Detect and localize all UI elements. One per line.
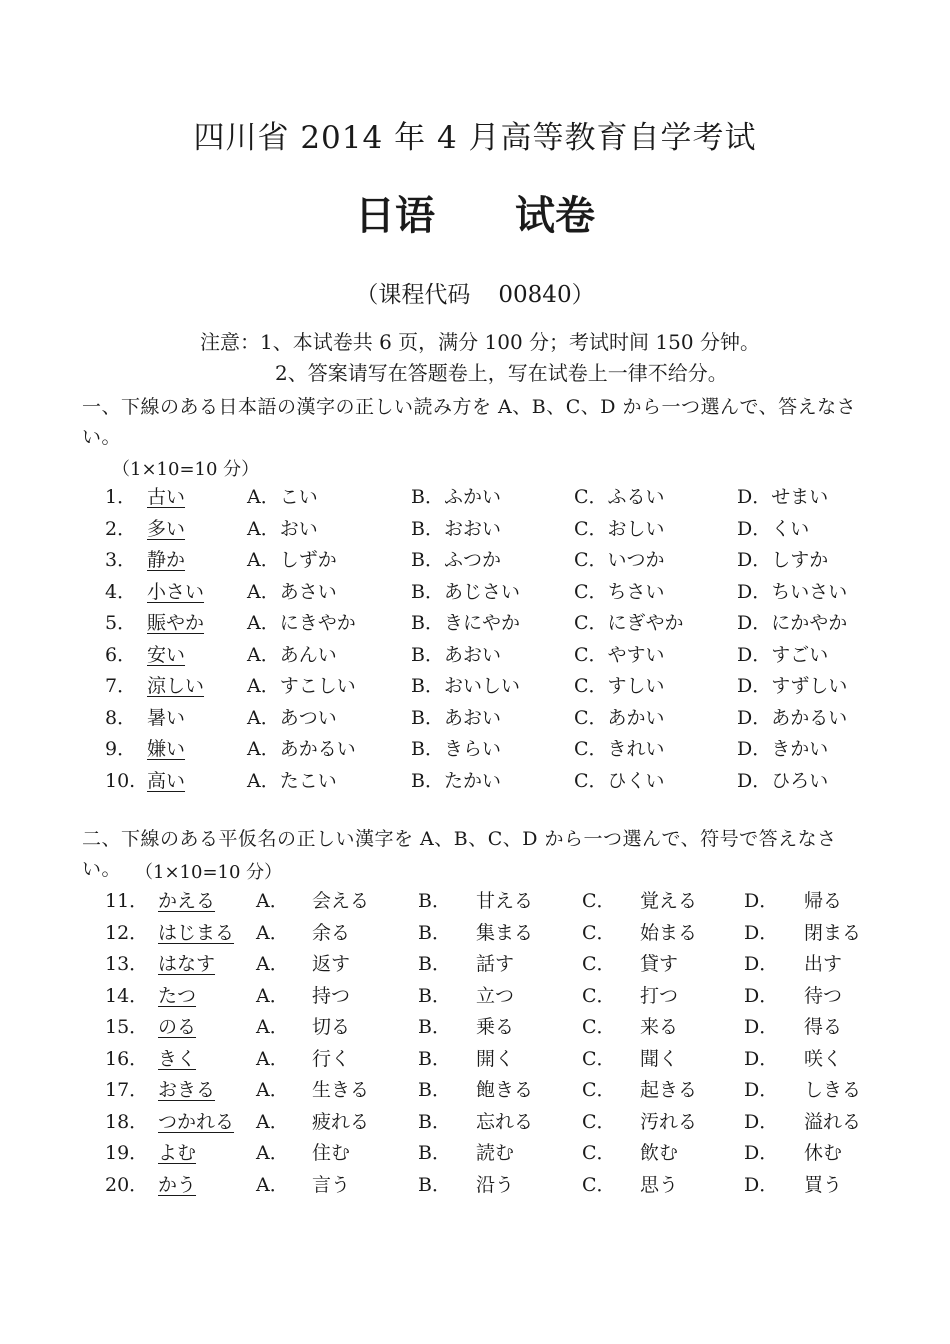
option-b: B．たかい: [411, 769, 501, 792]
question-number: 2．: [105, 517, 137, 540]
option-a: 会える: [312, 890, 370, 912]
notice-line-1: 注意：1、本试卷共 6 页，满分 100 分；考试时间 150 分钟。: [200, 330, 760, 354]
option-a-key: A．: [256, 1016, 289, 1038]
question-word: たつ: [158, 984, 197, 1007]
option-b: 忘れる: [476, 1110, 534, 1133]
option-d-key: D．: [744, 1047, 779, 1070]
option-a: A．すこしい: [247, 675, 356, 697]
option-d-key: D．: [744, 953, 779, 975]
question-word: つかれる: [158, 1110, 235, 1133]
question-word: 安い: [147, 643, 186, 666]
option-c: 飲む: [640, 1142, 679, 1164]
option-b-key: B．: [418, 890, 451, 912]
option-d: D．しすか: [737, 549, 829, 571]
question-word: 暑い: [147, 706, 186, 729]
option-c-key: C．: [582, 1110, 616, 1133]
option-b-key: B．: [418, 1142, 451, 1164]
option-a: 持つ: [312, 984, 351, 1007]
option-b: B．あおい: [411, 643, 501, 666]
option-a: 余る: [312, 921, 351, 944]
question-row: [0, 981, 950, 1013]
option-b: 甘える: [476, 890, 534, 912]
option-d: しきる: [804, 1079, 862, 1101]
section2-instruction: 二、下線のある平仮名の正しい漢字を A、B、C、D から一つ選んで、符号で答えなさい。: [82, 828, 837, 880]
question-number: 14．: [105, 984, 149, 1007]
option-c-key: C．: [582, 984, 616, 1007]
option-c: 聞く: [640, 1047, 679, 1070]
option-a: A．しずか: [247, 549, 337, 571]
option-d: 咲く: [804, 1047, 843, 1070]
option-c: 始まる: [640, 921, 698, 944]
option-a: A．おい: [247, 517, 318, 540]
option-d: 待つ: [804, 984, 843, 1007]
option-b-key: B．: [418, 1173, 451, 1196]
question-row: [0, 1170, 950, 1202]
option-d-key: D．: [744, 1110, 779, 1133]
option-b: B．あじさい: [411, 580, 520, 603]
question-number: 3．: [105, 549, 137, 571]
option-a: 生きる: [312, 1079, 370, 1101]
question-number: 18．: [105, 1110, 149, 1133]
question-number: 4．: [105, 580, 137, 603]
question-word: かえる: [158, 890, 216, 912]
option-a: A．あんい: [247, 643, 337, 666]
option-b-key: B．: [418, 1016, 451, 1038]
question-row: [0, 703, 950, 735]
option-d-key: D．: [744, 890, 779, 912]
question-number: 5．: [105, 612, 137, 634]
question-number: 12．: [105, 921, 149, 944]
option-d-key: D．: [744, 984, 779, 1007]
option-a: 行く: [312, 1047, 351, 1070]
option-a-key: A．: [256, 1110, 289, 1133]
question-number: 16．: [105, 1047, 149, 1070]
option-a: A．にきやか: [247, 612, 356, 634]
section2-score: （1×10=10 分）: [135, 862, 283, 883]
question-row: [0, 1012, 950, 1044]
paper-title: [0, 184, 950, 241]
option-d: D．くい: [737, 517, 810, 540]
option-d: D．すごい: [737, 643, 829, 666]
option-b-key: B．: [418, 953, 451, 975]
option-c: C．きれい: [574, 738, 665, 760]
question-word: 涼しい: [147, 675, 205, 697]
option-a: A．あつい: [247, 706, 337, 729]
option-c: C．おしい: [574, 517, 665, 540]
option-c: 汚れる: [640, 1110, 698, 1133]
question-word: よむ: [158, 1142, 197, 1164]
option-c-key: C．: [582, 1079, 616, 1101]
option-b-key: B．: [418, 1110, 451, 1133]
option-d: D．にかやか: [737, 612, 848, 634]
question-row: [0, 1107, 950, 1139]
option-d: D．ひろい: [737, 769, 829, 792]
option-a-key: A．: [256, 984, 289, 1007]
option-c: 貸す: [640, 953, 679, 975]
option-a-key: A．: [256, 921, 289, 944]
option-c: C．いつか: [574, 549, 665, 571]
question-row: [0, 671, 950, 703]
option-d: D．せまい: [737, 486, 829, 508]
option-b: 集まる: [476, 921, 534, 944]
option-c: C．すしい: [574, 675, 665, 697]
question-row: [0, 514, 950, 546]
option-d-key: D．: [744, 921, 779, 944]
question-row: [0, 886, 950, 918]
question-number: 1．: [105, 486, 137, 508]
option-a: A．たこい: [247, 769, 337, 792]
option-a-key: A．: [256, 1047, 289, 1070]
option-d: 得る: [804, 1016, 843, 1038]
option-a-key: A．: [256, 1079, 289, 1101]
course-code-label: （课程代码: [355, 282, 471, 308]
option-c: C．にぎやか: [574, 612, 684, 634]
option-a: 言う: [312, 1173, 351, 1196]
option-c-key: C．: [582, 1047, 616, 1070]
option-a-key: A．: [256, 1173, 289, 1196]
option-c-key: C．: [582, 953, 616, 975]
option-c-key: C．: [582, 1142, 616, 1164]
option-b: 乗る: [476, 1016, 515, 1038]
option-d: 出す: [804, 953, 843, 975]
option-c: 来る: [640, 1016, 679, 1038]
option-b: B．あおい: [411, 706, 501, 729]
section1-score: （1×10=10 分）: [112, 459, 260, 480]
question-number: 13．: [105, 953, 149, 975]
question-row: [0, 482, 950, 514]
question-row: [0, 608, 950, 640]
option-d: 溢れる: [804, 1110, 862, 1133]
option-b: 開く: [476, 1047, 515, 1070]
question-word: 小さい: [147, 580, 205, 603]
option-a: 切る: [312, 1016, 351, 1038]
option-d: 閉まる: [804, 921, 862, 944]
course-code-line: [0, 276, 950, 309]
option-b-key: B．: [418, 984, 451, 1007]
question-number: 20．: [105, 1173, 149, 1196]
paper-label: 试卷: [515, 192, 595, 239]
option-d-key: D．: [744, 1016, 779, 1038]
option-b: B．ふつか: [411, 549, 501, 571]
question-number: 7．: [105, 675, 137, 697]
question-row: [0, 734, 950, 766]
option-c: 打つ: [640, 984, 679, 1007]
option-b: 読む: [476, 1142, 515, 1164]
question-number: 11．: [105, 890, 149, 912]
section1-question-list: [0, 482, 950, 797]
option-a: A．こい: [247, 486, 318, 508]
question-word: おきる: [158, 1079, 216, 1101]
option-c-key: C．: [582, 1016, 616, 1038]
question-number: 19．: [105, 1142, 149, 1164]
option-c: C．ちさい: [574, 580, 665, 603]
option-d-key: D．: [744, 1142, 779, 1164]
option-c: C．ひくい: [574, 769, 665, 792]
option-c-key: C．: [582, 1173, 616, 1196]
option-c-key: C．: [582, 890, 616, 912]
question-row: [0, 577, 950, 609]
question-number: 9．: [105, 738, 137, 760]
option-a-key: A．: [256, 1142, 289, 1164]
question-row: [0, 545, 950, 577]
option-d: D．ちいさい: [737, 580, 848, 603]
option-c-key: C．: [582, 921, 616, 944]
question-word: 嫌い: [147, 738, 186, 760]
question-row: [0, 640, 950, 672]
option-c: C．ふるい: [574, 486, 665, 508]
option-d: 買う: [804, 1173, 843, 1196]
question-row: [0, 766, 950, 798]
option-b: 立つ: [476, 984, 515, 1007]
option-b-key: B．: [418, 1079, 451, 1101]
question-number: 17．: [105, 1079, 149, 1101]
question-row: [0, 918, 950, 950]
course-code: 00840）: [498, 282, 595, 308]
question-number: 6．: [105, 643, 137, 666]
question-word: かう: [158, 1173, 197, 1196]
option-d: D．きかい: [737, 738, 829, 760]
option-a: A．あかるい: [247, 738, 356, 760]
option-b: 飽きる: [476, 1079, 534, 1101]
question-word: 賑やか: [147, 612, 205, 634]
option-d: D．あかるい: [737, 706, 848, 729]
question-word: はなす: [158, 953, 216, 975]
question-word: きく: [158, 1047, 197, 1070]
question-word: 静か: [147, 549, 186, 571]
option-b-key: B．: [418, 921, 451, 944]
question-number: 10.: [105, 769, 136, 792]
option-b: B．きらい: [411, 738, 501, 760]
section2-question-list: [0, 886, 950, 1201]
section1-instruction: 一、下線のある日本語の漢字の正しい読み方を A、B、C、D から一つ選んで、答えなさい。: [82, 396, 857, 448]
question-row: [0, 1075, 950, 1107]
option-c: 覚える: [640, 890, 698, 912]
question-word: のる: [158, 1016, 197, 1038]
option-b: B．おいしい: [411, 675, 520, 697]
option-b: 沿う: [476, 1173, 515, 1196]
option-a-key: A．: [256, 890, 289, 912]
option-a: A．あさい: [247, 580, 337, 603]
question-word: 古い: [147, 486, 186, 508]
option-c: 起きる: [640, 1079, 698, 1101]
option-d: 帰る: [804, 890, 843, 912]
subject-name: 日语: [355, 192, 435, 239]
option-a: 返す: [312, 953, 351, 975]
option-b: B．おおい: [411, 517, 501, 540]
option-b: B．きにやか: [411, 612, 520, 634]
option-b-key: B．: [418, 1047, 451, 1070]
question-word: 高い: [147, 769, 186, 792]
question-word: はじまる: [158, 921, 235, 944]
question-word: 多い: [147, 517, 186, 540]
option-d-key: D．: [744, 1079, 779, 1101]
option-c: 思う: [640, 1173, 679, 1196]
option-a: 疲れる: [312, 1110, 370, 1133]
question-row: [0, 1044, 950, 1076]
question-row: [0, 1138, 950, 1170]
option-d: D．すずしい: [737, 675, 848, 697]
option-d: 休む: [804, 1142, 843, 1164]
option-a: 住む: [312, 1142, 351, 1164]
option-d-key: D．: [744, 1173, 779, 1196]
question-number: 15．: [105, 1016, 149, 1038]
notice-line-2: 2、答案请写在答题卷上，写在试卷上一律不给分。: [275, 361, 728, 385]
option-b: B．ふかい: [411, 486, 501, 508]
question-number: 8．: [105, 706, 137, 729]
option-c: C．あかい: [574, 706, 665, 729]
option-a-key: A．: [256, 953, 289, 975]
option-c: C．やすい: [574, 643, 665, 666]
exam-title: 四川省 2014 年 4 月高等教育自学考试: [193, 120, 757, 156]
question-row: [0, 949, 950, 981]
option-b: 話す: [476, 953, 515, 975]
